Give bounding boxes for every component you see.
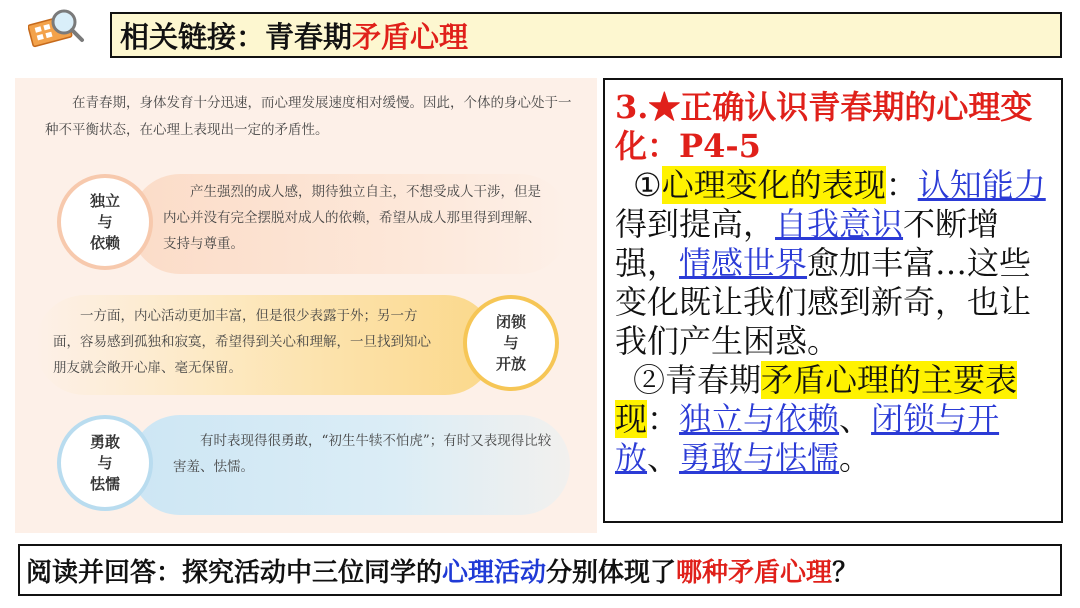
question-highlight: 哪种矛盾心理 — [676, 557, 833, 588]
summary-panel — [603, 78, 1063, 523]
question-bar — [18, 544, 1062, 596]
keyword-closedness: 闭锁与开放 — [615, 400, 1000, 477]
item-text-closedness: 一方面，内心活动更加丰富，但是很少表露于外；另一方面，容易感到孤独和寂寞，希望得到关心和理解，一旦找到知心朋友就会敞开心扉、毫无保留。 — [53, 308, 431, 376]
analysis-magnifier-icon — [28, 6, 86, 52]
item-badge-courage — [57, 415, 153, 511]
title-topic: 青春期 — [265, 19, 353, 54]
badge-line: 独立 — [89, 191, 120, 210]
badge-line: 与 — [97, 212, 113, 231]
textbook-intro: 在青春期，身体发育十分迅速，而心理发展速度相对缓慢。因此，个体的身心处于一种不平衡状态，在心理上表现出一定的矛盾性。 — [45, 95, 572, 138]
point-2-number: ② — [633, 361, 666, 399]
badge-line: 勇敢 — [89, 432, 120, 451]
point-1-label: 心理变化的表现 — [661, 166, 886, 204]
point-1-text-c: 愈加丰富…这些变化既让我们感到新奇，也让我们产生困惑。 — [615, 244, 1032, 360]
question-keyword: 心理活动 — [442, 557, 547, 588]
keyword-independence: 独立与依赖 — [679, 400, 840, 438]
badge-line: 怯懦 — [89, 474, 120, 493]
point-2-prefix: 青春期 — [665, 361, 762, 399]
title-label: 相关链接： — [120, 19, 266, 54]
keyword-cognition: 认知能力 — [917, 166, 1046, 204]
separator: 、 — [839, 400, 872, 438]
end-mark: 。 — [839, 439, 872, 477]
item-text-courage: 有时表现得很勇敢，“初生牛犊不怕虎”；有时又表现得比较害羞、怯懦。 — [173, 433, 552, 475]
point-1-text-b: 不断增强， — [615, 205, 1000, 282]
item-text-independence: 产生强烈的成人感，期待独立自主，不想受成人干涉，但是内心并没有完全摆脱对成人的依赖，希望从成人那里得到理解、支持与尊重。 — [163, 184, 541, 252]
point-1-text-a: 得到提高， — [615, 205, 776, 243]
badge-line: 与 — [503, 333, 519, 352]
separator: 、 — [647, 439, 680, 477]
badge-line: 开放 — [495, 354, 526, 373]
point-1-colon: ： — [885, 166, 918, 204]
point-1-number: ① — [633, 166, 662, 204]
item-badge-independence — [57, 174, 153, 270]
textbook-excerpt — [15, 78, 597, 533]
point-2-colon: ： — [647, 400, 680, 438]
title-topic-highlight: 矛盾心理 — [352, 19, 469, 54]
keyword-emotion: 情感世界 — [679, 244, 808, 282]
summary-text — [615, 88, 1055, 478]
summary-heading: 3.★正确认识青春期的心理变化：P4-5 — [615, 88, 1033, 165]
point-2-label: 矛盾心理的主要表现 — [615, 361, 1018, 438]
badge-line: 依赖 — [89, 233, 120, 252]
title-bar — [110, 12, 1062, 58]
keyword-courage: 勇敢与怯懦 — [679, 439, 840, 477]
question-mark: ？ — [832, 557, 859, 588]
item-badge-closedness — [463, 295, 559, 391]
keyword-self-awareness: 自我意识 — [775, 205, 904, 243]
badge-line: 与 — [97, 453, 113, 472]
question-part-1: 阅读并回答：探究活动中三位同学的 — [26, 557, 443, 588]
question-part-3: 分别体现了 — [546, 557, 677, 588]
badge-line: 闭锁 — [495, 312, 526, 331]
